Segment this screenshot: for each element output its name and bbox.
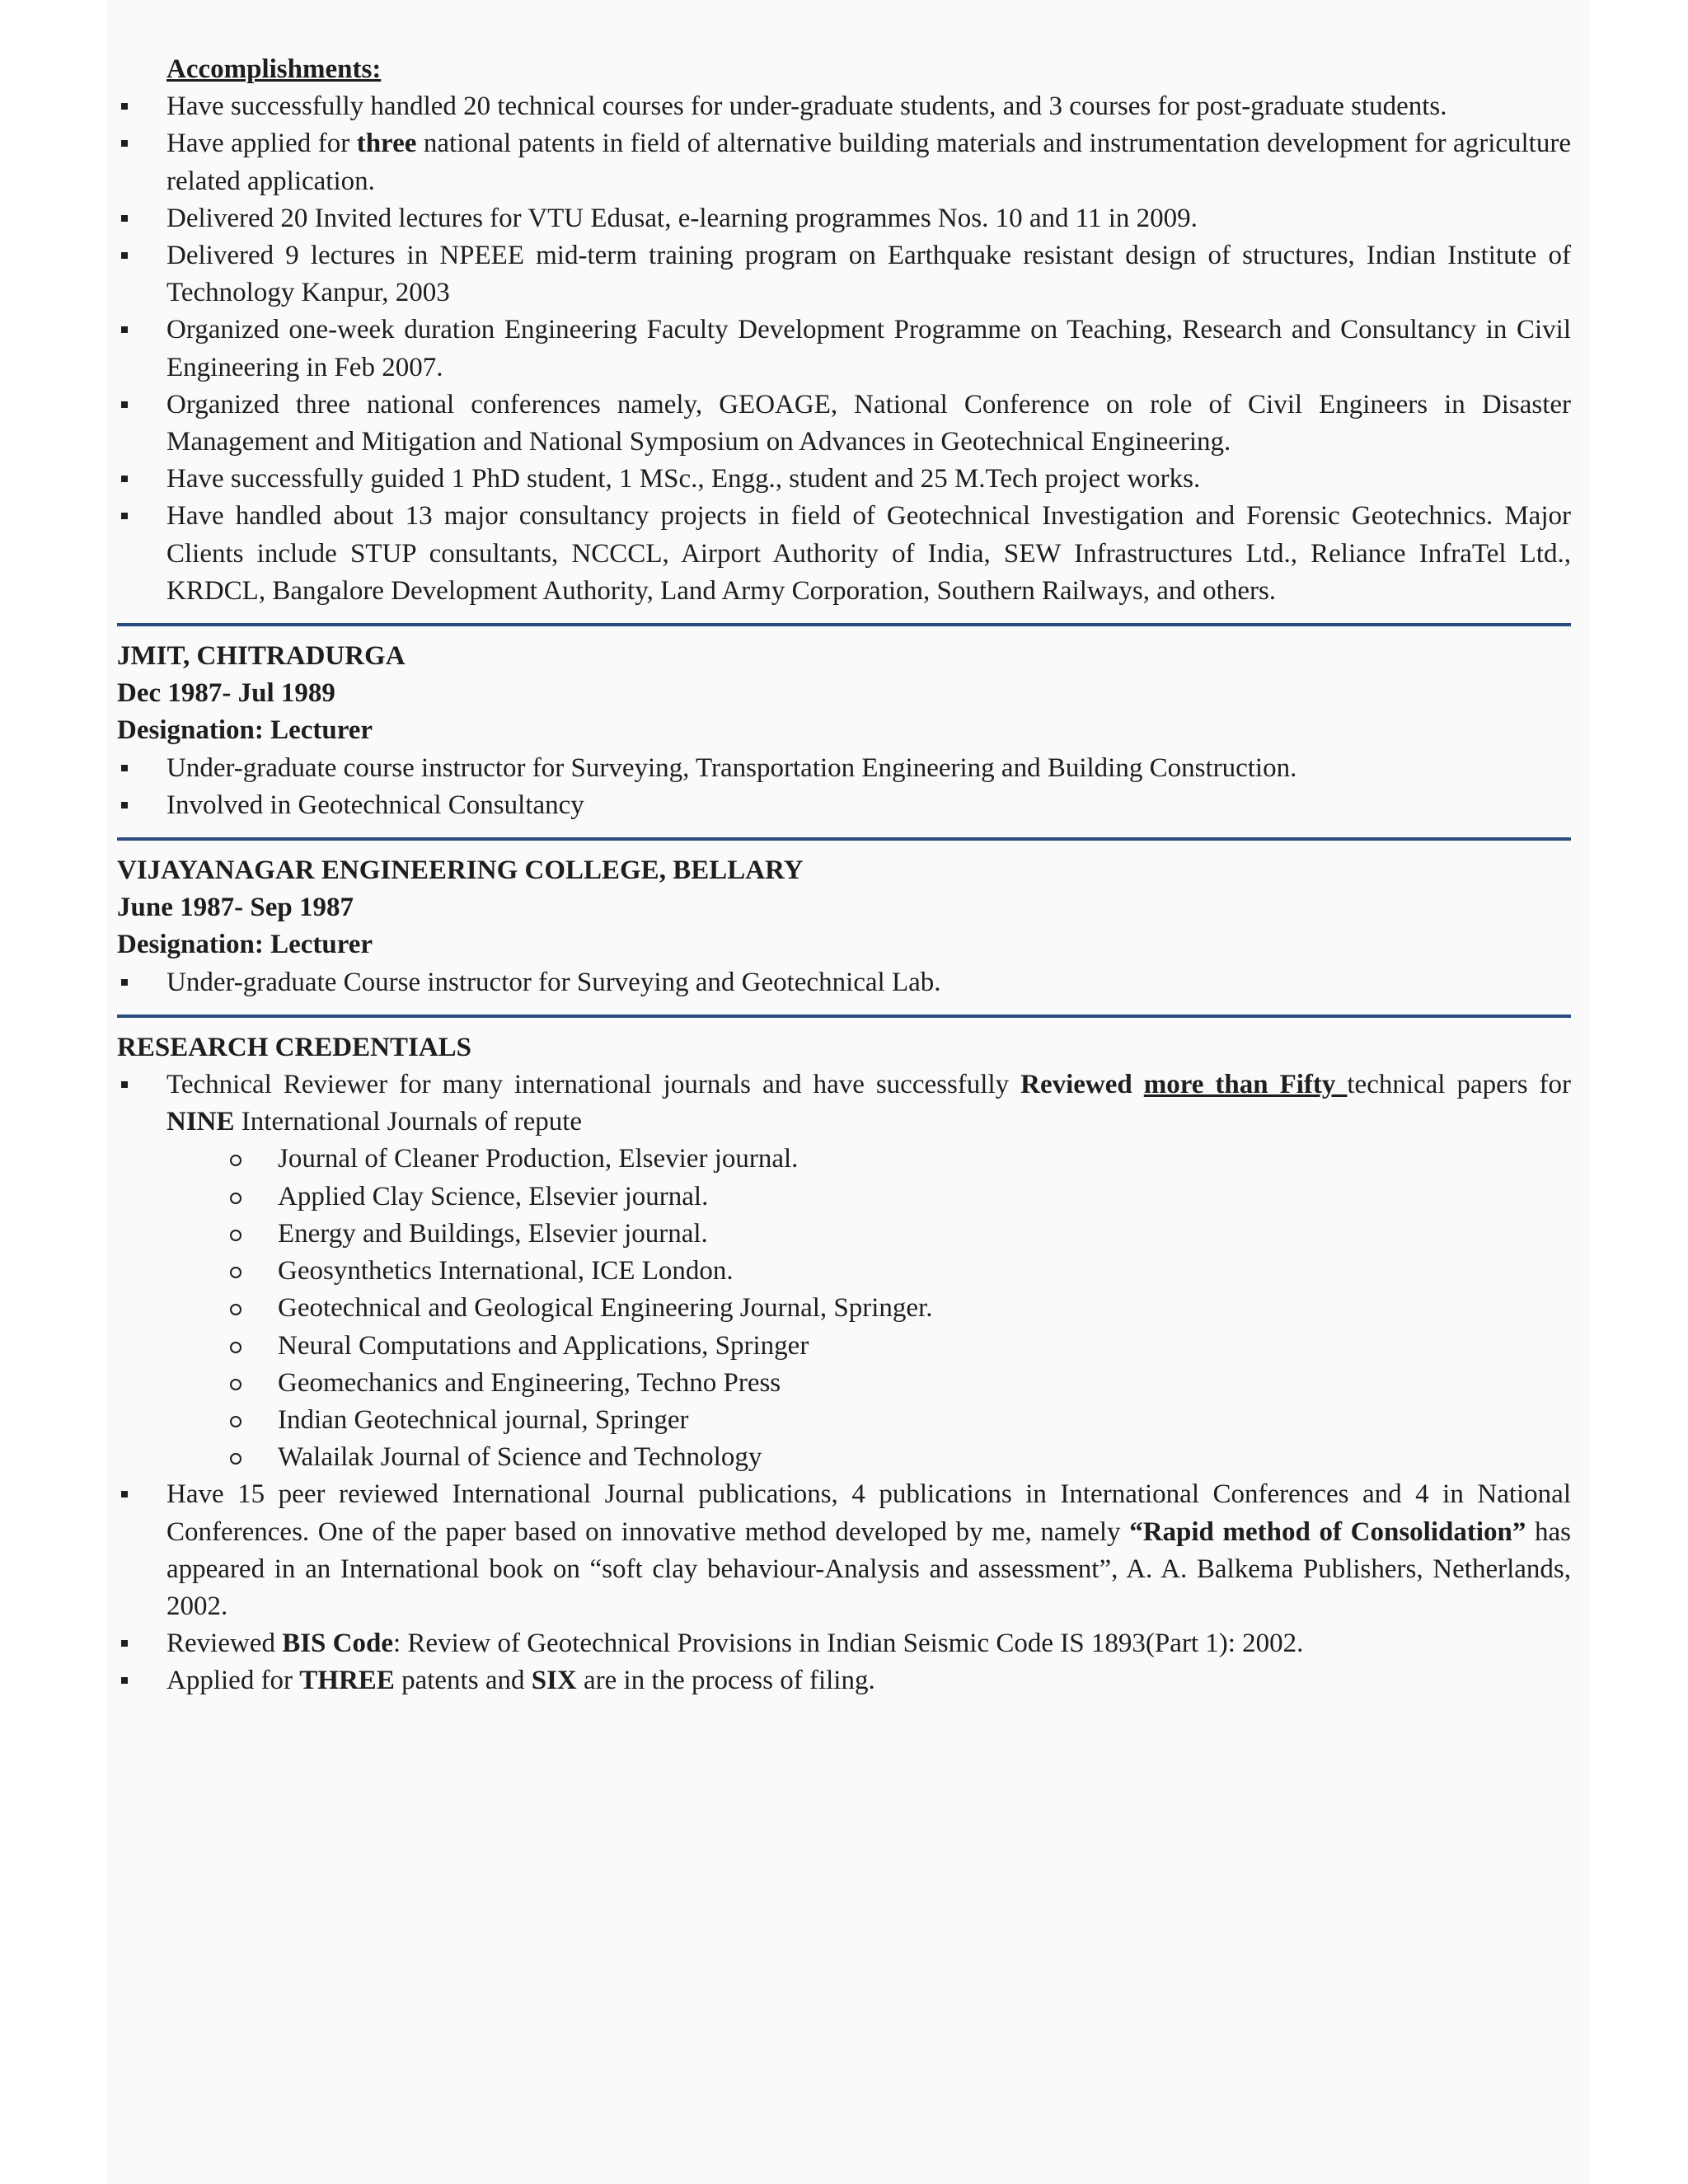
list-item-emphasis: three [356,129,417,159]
list-item-text: Have 15 peer reviewed International Journal publications, 4 publications in International Conferences and 4 in National Conferences. One of the paper based on innovative method developed by me, namely [166,1479,1571,1547]
list-item-text: : Review of Geotechnical Provisions in Indian Seismic Code IS 1893(Part 1): 2002. [393,1629,1304,1659]
list-item-underlined: more than Fifty [1143,1070,1348,1100]
research-section-title: RESEARCH CREDENTIALS [117,1032,472,1062]
list-item-emphasis: Reviewed [1020,1070,1132,1100]
list-item: Delivered 9 lectures in NPEEE mid-term training program on Earthquake resistant design of structures, Indian Institute of Technology Kanpur, 2003 [117,237,1571,312]
list-item-text: Technical Reviewer for many international journals and have successfully [166,1070,1021,1100]
list-item: Under-graduate Course instructor for Surveying and Geotechnical Lab. [117,964,1571,1001]
list-item-emphasis: NINE [166,1107,235,1137]
resume-content [117,51,1571,1700]
list-item-text: national patents in field of alternative building materials and instrumentation development for agriculture related application. [166,129,1571,196]
list-item: Delivered 20 Invited lectures for VTU Edusat, e-learning programmes Nos. 10 and 11 in 2009. [117,200,1571,237]
list-item: Involved in Geotechnical Consultancy [117,787,1571,824]
journal-item: Energy and Buildings, Elsevier journal. [117,1216,1571,1253]
list-item-text: patents and [394,1666,532,1696]
list-item-emphasis: THREE [299,1666,395,1696]
list-item [117,125,1571,199]
list-item-text: has appeared in an International book on “soft clay behaviour-Analysis and assessment”, A. A. Balkema Publishers, Netherlands, 2002. [166,1516,1571,1621]
research-list [117,1066,1571,1699]
employer-name: JMIT, CHITRADURGA [117,641,406,672]
section-divider [117,837,1571,841]
list-item [117,1662,1571,1699]
list-item-text: are in the process of filing. [576,1666,875,1696]
list-item: Organized three national conferences namely, GEOAGE, National Conference on role of Civil Engineers in Disaster Management and Mitigation and National Symposium on Advances in Geotechnical Engineering. [117,387,1571,461]
list-item: Have successfully guided 1 PhD student, 1 MSc., Engg., student and 25 M.Tech project works. [117,461,1571,498]
journal-item: Indian Geotechnical journal, Springer [117,1402,1571,1439]
list-item-text: technical papers for [1347,1070,1572,1100]
list-item-text: Applied for [166,1666,300,1696]
employment-dates: June 1987- Sep 1987 [117,893,354,923]
section-divider [117,1015,1571,1018]
list-item [117,1625,1571,1662]
list-item: Have successfully handled 20 technical courses for under-graduate students, and 3 courses for post-graduate students. [117,88,1571,125]
employer-name: VIJAYANAGAR ENGINEERING COLLEGE, BELLARY [117,855,804,886]
designation: Designation: Lecturer [117,930,373,960]
list-item [117,1066,1571,1476]
journal-list [117,1141,1571,1476]
list-item-text: International Journals of repute [234,1107,583,1137]
section-divider [117,623,1571,626]
accomplishments-list [117,88,1571,610]
list-item-emphasis: SIX [531,1666,577,1696]
list-item-emphasis: BIS Code [282,1629,393,1659]
journal-item: Journal of Cleaner Production, Elsevier journal. [117,1141,1571,1178]
list-item-text: Reviewed [166,1629,283,1659]
designation: Designation: Lecturer [117,715,373,746]
employment-dates: Dec 1987- Jul 1989 [117,678,335,709]
journal-item: Geosynthetics International, ICE London. [117,1253,1571,1290]
jmit-duties-list [117,750,1571,824]
journal-item: Geomechanics and Engineering, Techno Press [117,1365,1571,1402]
list-item: Have handled about 13 major consultancy projects in field of Geotechnical Investigation and Forensic Geotechnics. Major Clients include STUP consultants, NCCCL, Airport Authority of India, SEW Infrastructures Ltd., Reliance InfraTel Ltd., KRDCL, Bangalore Development Authority, Land Army Corporation, Southern Railways, and others. [117,498,1571,610]
journal-item: Applied Clay Science, Elsevier journal. [117,1179,1571,1216]
list-item [117,1476,1571,1625]
journal-item: Neural Computations and Applications, Springer [117,1328,1571,1365]
list-item-emphasis: “Rapid method of Consolidation” [1129,1516,1526,1547]
vec-duties-list [117,964,1571,1001]
list-item: Under-graduate course instructor for Surveying, Transportation Engineering and Building Construction. [117,750,1571,787]
journal-item: Geotechnical and Geological Engineering Journal, Springer. [117,1290,1571,1327]
list-item-text: Have applied for [166,129,357,159]
list-item: Organized one-week duration Engineering Faculty Development Programme on Teaching, Research and Consultancy in Civil Engineering in Feb 2007. [117,312,1571,386]
journal-item: Walailak Journal of Science and Technology [117,1439,1571,1476]
accomplishments-heading: Accomplishments: [166,54,382,84]
